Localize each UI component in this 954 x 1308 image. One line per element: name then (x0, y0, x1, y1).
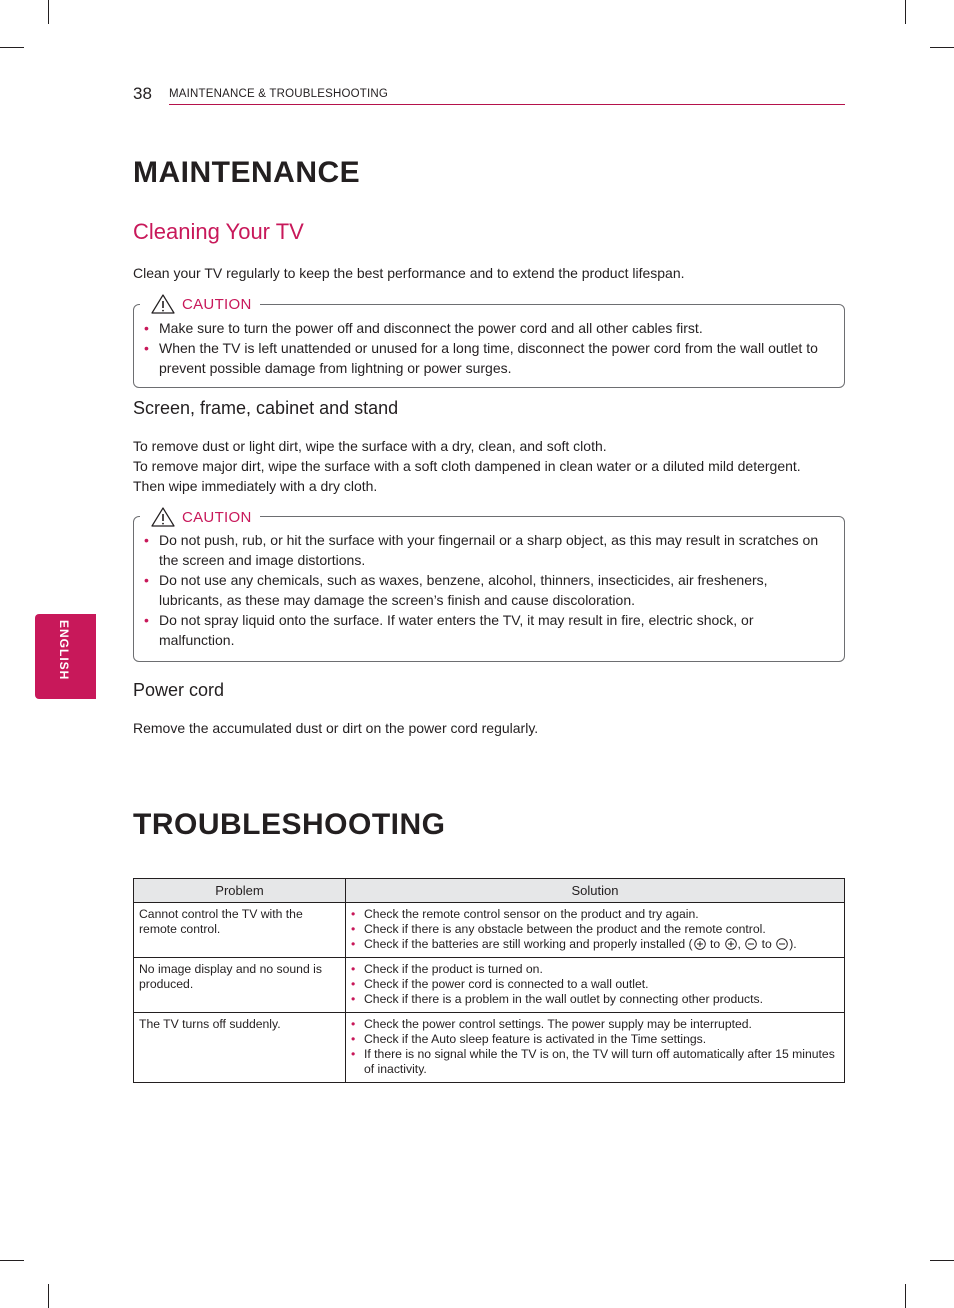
caution-label-text: CAUTION (182, 295, 252, 313)
crop-mark (930, 1260, 954, 1261)
battery-to-1: to (709, 937, 721, 951)
list-item: • When the TV is left unattended or unused for a long time, disconnect the power cord from the wall outlet to prevent possible damage from lightning or power surges. (159, 338, 829, 378)
problem-cell: The TV turns off suddenly. (134, 1013, 346, 1083)
list-item: • Check the remote control sensor on the product and try again. (364, 907, 839, 922)
solution-cell (346, 1013, 845, 1083)
problem-cell: No image display and no sound is produced. (134, 958, 346, 1013)
list-item: • Check if the Auto sleep feature is activated in the Time settings. (364, 1032, 839, 1047)
screen-title: Screen, frame, cabinet and stand (133, 398, 399, 418)
list-item: • Do not spray liquid onto the surface. If water enters the TV, it may result in fire, electric shock, or malfunction. (159, 610, 829, 650)
troubleshooting-title: TROUBLESHOOTING (133, 808, 446, 841)
language-tab (35, 614, 96, 699)
table-row (134, 958, 845, 1013)
language-tab-label: ENGLISH (57, 620, 71, 681)
crop-mark (905, 1284, 906, 1308)
list-item: • Check if the power cord is connected to a wall outlet. (364, 977, 839, 992)
warning-icon (150, 506, 176, 528)
crop-mark (905, 0, 906, 24)
column-header-problem: Problem (134, 879, 346, 903)
cleaning-title: Cleaning Your TV (133, 219, 304, 244)
list-item: • Do not use any chemicals, such as waxes, benzene, alcohol, thinners, insecticides, air fresheners, lubricants, as these may damage the screen’s finish and cause discoloration. (159, 570, 829, 610)
crop-mark (48, 1284, 49, 1308)
crop-mark (48, 0, 49, 24)
solution-cell (346, 958, 845, 1013)
list-item: • Make sure to turn the power off and disconnect the power cord and all other cables first. (159, 318, 829, 338)
screen-para-2: To remove major dirt, wipe the surface with a soft cloth dampened in clean water or a diluted mild detergent. Then wipe immediately with a dry cloth. (133, 458, 801, 494)
battery-plus-icon (725, 938, 737, 950)
battery-minus-icon (776, 938, 788, 950)
header-rule (169, 104, 845, 105)
cleaning-intro: Clean your TV regularly to keep the best performance and to extend the product lifespan. (133, 265, 685, 281)
list-item: • Check if the product is turned on. (364, 962, 839, 977)
screen-para-1: To remove dust or light dirt, wipe the surface with a dry, clean, and soft cloth. (133, 438, 607, 454)
list-item: • If there is no signal while the TV is on, the TV will turn off automatically after 15 minutes of inactivity. (364, 1047, 839, 1077)
list-item: • Check if there is a problem in the wall outlet by connecting other products. (364, 992, 839, 1007)
page-number: 38 (133, 84, 152, 103)
caution-list-cleaning (159, 318, 829, 378)
battery-separator: , (737, 937, 741, 951)
list-item: • Check the power control settings. The power supply may be interrupted. (364, 1017, 839, 1032)
solution-cell (346, 903, 845, 958)
caution-label-cleaning (140, 293, 260, 315)
screen-text (133, 436, 803, 496)
crop-mark (930, 47, 954, 48)
warning-icon (150, 293, 176, 315)
battery-text-prefix: Check if the batteries are still working and properly installed ( (364, 937, 693, 951)
list-item: • Do not push, rub, or hit the surface with your fingernail or a sharp object, as this may result in scratches on the screen and image distortions. (159, 530, 829, 570)
caution-label-screen (140, 506, 260, 528)
power-cord-title: Power cord (133, 680, 225, 700)
problem-cell: Cannot control the TV with the remote control. (134, 903, 346, 958)
battery-to-2: to (761, 937, 772, 951)
maintenance-title: MAINTENANCE (133, 156, 361, 189)
table-row (134, 903, 845, 958)
troubleshooting-table (133, 878, 845, 1083)
battery-text-suffix: ). (789, 937, 797, 951)
crop-mark (0, 47, 24, 48)
battery-minus-icon (745, 938, 757, 950)
crop-mark (0, 1260, 24, 1261)
table-header-row (134, 879, 845, 903)
power-cord-text: Remove the accumulated dust or dirt on the power cord regularly. (133, 720, 539, 736)
battery-plus-icon (694, 938, 706, 950)
caution-label-text: CAUTION (182, 508, 252, 526)
column-header-solution: Solution (346, 879, 845, 903)
list-item: • Check if there is any obstacle between the product and the remote control. (364, 922, 839, 937)
caution-list-screen (159, 530, 829, 650)
list-item (364, 937, 839, 952)
table-row (134, 1013, 845, 1083)
running-head: MAINTENANCE & TROUBLESHOOTING (169, 88, 389, 100)
